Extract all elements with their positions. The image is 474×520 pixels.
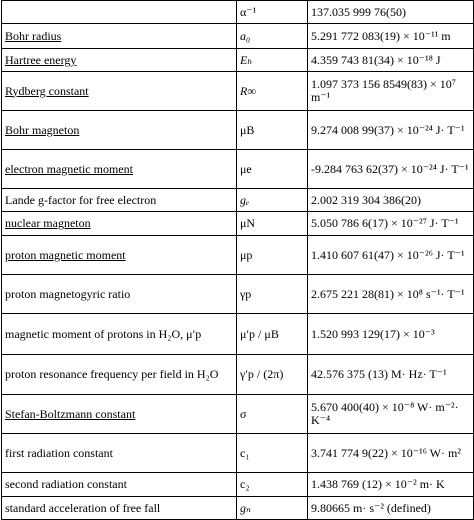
table-row bbox=[2, 434, 474, 473]
quantity-symbol: a₀ bbox=[237, 24, 308, 49]
quantity-symbol: μN bbox=[237, 212, 308, 236]
table-row bbox=[2, 111, 474, 150]
quantity-value: 5.291 772 083(19) × 10⁻¹¹ m bbox=[308, 24, 474, 49]
quantity-name: magnetic moment of protons in H₂O, μ′p bbox=[2, 314, 237, 355]
quantity-symbol: γp bbox=[237, 275, 308, 314]
table-row bbox=[2, 1, 474, 24]
quantity-link[interactable]: Hartree energy bbox=[5, 52, 77, 67]
quantity-value: 3.741 774 9(22) × 10⁻¹⁶ W· m² bbox=[308, 434, 474, 473]
quantity-value: -9.284 763 62(37) × 10⁻²⁴ J· T⁻¹ bbox=[308, 150, 474, 189]
table-row bbox=[2, 497, 474, 520]
quantity-link[interactable]: electron magnetic moment bbox=[5, 161, 133, 176]
quantity-symbol: Eₕ bbox=[237, 49, 308, 72]
table-row bbox=[2, 49, 474, 72]
quantity-name: Lande g-factor for free electron bbox=[2, 189, 237, 212]
quantity-name bbox=[2, 1, 237, 24]
table-row bbox=[2, 212, 474, 236]
quantity-symbol: gₑ bbox=[237, 189, 308, 212]
quantity-name: first radiation constant bbox=[2, 434, 237, 473]
quantity-symbol: σ bbox=[237, 395, 308, 434]
constants-table-body bbox=[2, 1, 474, 520]
quantity-value: 42.576 375 (13) M· Hz· T⁻¹ bbox=[308, 355, 474, 395]
table-row bbox=[2, 314, 474, 355]
quantity-link[interactable]: Stefan-Boltzmann constant bbox=[5, 406, 136, 421]
quantity-value: 5.670 400(40) × 10⁻⁸ W· m⁻²· K⁻⁴ bbox=[308, 395, 474, 434]
quantity-value: 9.80665 m· s⁻² (defined) bbox=[308, 497, 474, 520]
quantity-value: 1.410 607 61(47) × 10⁻²⁶ J· T⁻¹ bbox=[308, 236, 474, 275]
quantity-name: proton resonance frequency per field in H₂O bbox=[2, 355, 237, 395]
quantity-name: standard acceleration of free fall bbox=[2, 497, 237, 520]
table-row bbox=[2, 395, 474, 434]
quantity-symbol: μ′p / μB bbox=[237, 314, 308, 355]
quantity-value: 1.520 993 129(17) × 10⁻³ bbox=[308, 314, 474, 355]
quantity-symbol: c₂ bbox=[237, 473, 308, 497]
quantity-symbol: μe bbox=[237, 150, 308, 189]
table-row bbox=[2, 24, 474, 49]
quantity-symbol: R∞ bbox=[237, 72, 308, 111]
quantity-link[interactable]: proton magnetic moment bbox=[5, 247, 126, 262]
table-row bbox=[2, 72, 474, 111]
quantity-link[interactable]: Bohr magneton bbox=[5, 122, 80, 137]
quantity-link[interactable]: Bohr radius bbox=[5, 28, 62, 43]
table-row bbox=[2, 236, 474, 275]
quantity-symbol: gₙ bbox=[237, 497, 308, 520]
quantity-symbol: μB bbox=[237, 111, 308, 150]
table-row bbox=[2, 150, 474, 189]
table-row bbox=[2, 275, 474, 314]
quantity-link[interactable]: Rydberg constant bbox=[5, 83, 89, 98]
table-row bbox=[2, 189, 474, 212]
quantity-symbol: γ′p / (2π) bbox=[237, 355, 308, 395]
quantity-value: 4.359 743 81(34) × 10⁻¹⁸ J bbox=[308, 49, 474, 72]
quantity-value: 1.438 769 (12) × 10⁻² m· K bbox=[308, 473, 474, 497]
quantity-value: 2.675 221 28(81) × 10⁸ s⁻¹· T⁻¹ bbox=[308, 275, 474, 314]
quantity-name: proton magnetogyric ratio bbox=[2, 275, 237, 314]
quantity-symbol: α⁻¹ bbox=[237, 1, 308, 24]
table-row bbox=[2, 473, 474, 497]
quantity-value: 9.274 008 99(37) × 10⁻²⁴ J· T⁻¹ bbox=[308, 111, 474, 150]
quantity-value: 137.035 999 76(50) bbox=[308, 1, 474, 24]
quantity-value: 2.002 319 304 386(20) bbox=[308, 189, 474, 212]
table-row bbox=[2, 355, 474, 395]
physical-constants-table bbox=[1, 0, 474, 520]
quantity-value: 5.050 786 6(17) × 10⁻²⁷ J· T⁻¹ bbox=[308, 212, 474, 236]
quantity-value: 1.097 373 156 8549(83) × 10⁷ m⁻¹ bbox=[308, 72, 474, 111]
quantity-link[interactable]: nuclear magneton bbox=[5, 216, 91, 230]
quantity-name: second radiation constant bbox=[2, 473, 237, 497]
quantity-symbol: c₁ bbox=[237, 434, 308, 473]
quantity-symbol: μp bbox=[237, 236, 308, 275]
